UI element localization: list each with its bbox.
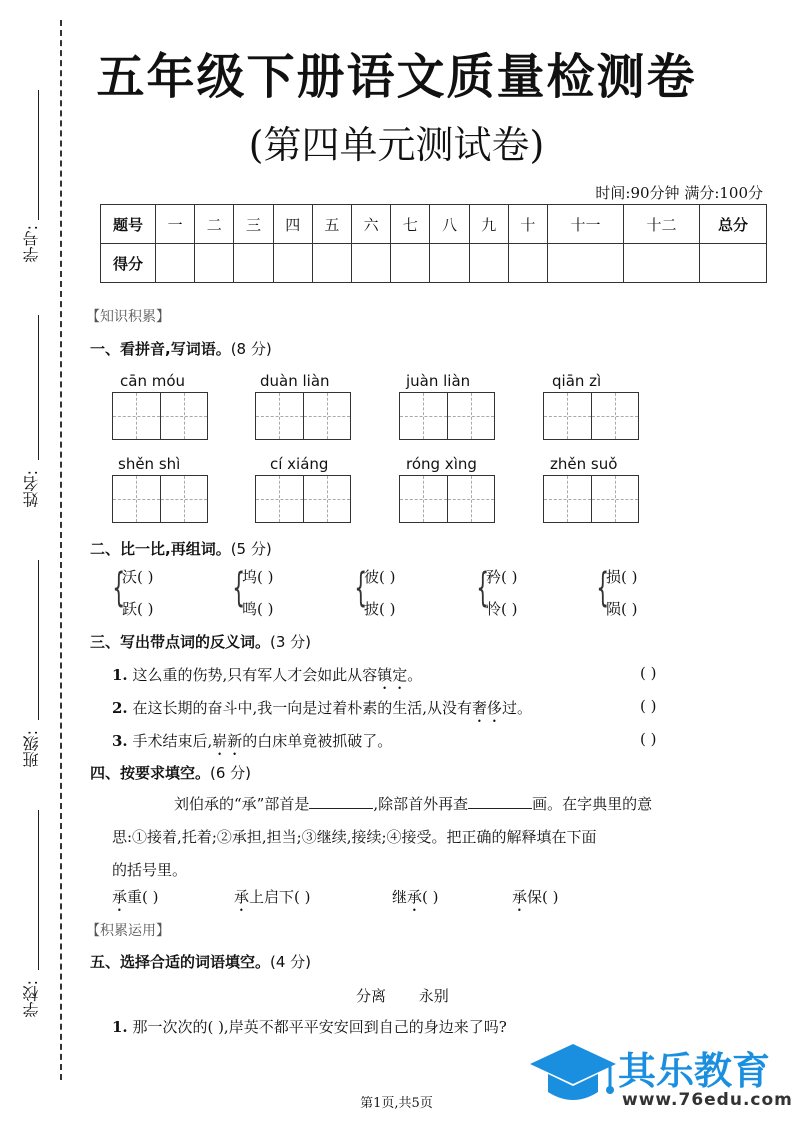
pair-word-a: 沃( ) — [122, 568, 154, 586]
score-cell: 总分 — [700, 205, 767, 244]
dotted-char: 承 — [512, 888, 528, 906]
score-input-cell[interactable] — [469, 244, 508, 283]
name-underline — [38, 315, 39, 460]
fill-blank[interactable] — [309, 794, 373, 809]
word-pre: 继 — [392, 888, 408, 906]
cheng-word-3 — [392, 886, 439, 915]
score-input-cell[interactable] — [700, 244, 767, 283]
pair-word-b: 怜( ) — [486, 600, 518, 618]
score-input-cell[interactable] — [156, 244, 195, 283]
pinyin-label: zhěn suǒ — [550, 455, 618, 473]
score-cell: 六 — [352, 205, 391, 244]
answer-paren[interactable]: ( ) — [640, 697, 657, 715]
question-2-heading — [90, 538, 272, 559]
question-3-item-1 — [112, 664, 422, 693]
score-cell: 四 — [273, 205, 312, 244]
writing-grid[interactable] — [543, 475, 639, 523]
brace-icon: { — [354, 565, 368, 611]
question-1-title: 一、看拼音,写词语。 — [90, 340, 231, 358]
score-table — [100, 204, 767, 283]
writing-grid[interactable] — [399, 475, 495, 523]
item-number: 1. — [112, 1018, 128, 1036]
score-cell: 十一 — [548, 205, 624, 244]
score-input-cell[interactable] — [391, 244, 430, 283]
class-underline — [38, 560, 39, 720]
question-1-heading — [90, 338, 272, 359]
pair-word-a: 坞( ) — [242, 568, 274, 586]
dotted-word: 崭新 — [212, 732, 243, 750]
paragraph-text: ,除部首外再查 — [373, 795, 469, 813]
page-subtitle: (第四单元测试卷) — [248, 123, 545, 167]
brace-icon: { — [232, 565, 246, 611]
dotted-word: 镇定 — [377, 666, 408, 684]
word-rest: 上启下( ) — [249, 888, 311, 906]
score-table-header-row — [101, 205, 767, 244]
fill-blank[interactable] — [468, 794, 532, 809]
score-cell: 题号 — [101, 205, 156, 244]
pair-word-b: 披( ) — [364, 600, 396, 618]
question-3-heading — [90, 631, 311, 652]
word-rest: ( ) — [422, 888, 439, 906]
cheng-word-1 — [112, 886, 159, 915]
pinyin-label: cí xiáng — [270, 455, 329, 473]
score-input-cell[interactable] — [548, 244, 624, 283]
time-info: 时间:90分钟 满分:100分 — [595, 184, 763, 202]
section-tag-knowledge: 【知识积累】 — [86, 309, 170, 325]
student-number-label: 学号: — [22, 225, 41, 263]
item-text: 的白床单竟被抓破了。 — [242, 732, 393, 750]
question-3-item-2 — [112, 697, 532, 726]
paragraph-text: 思:①接着,托着;②承担,担当;③继续,接续;④接受。把正确的解释填在下面 — [112, 828, 597, 846]
score-input-cell[interactable] — [273, 244, 312, 283]
pair-word-b: 跃( ) — [122, 600, 154, 618]
pinyin-label: qiān zì — [552, 372, 602, 390]
word-choices: 分离 永别 — [356, 987, 449, 1005]
brace-icon: { — [476, 565, 490, 611]
school-label: 学校: — [22, 980, 41, 1018]
item-text: 这么重的伤势,只有军人才会如此从容 — [132, 666, 378, 684]
brace-icon: { — [596, 565, 610, 611]
pair-word-b: 陨( ) — [606, 600, 638, 618]
paragraph-text: 的括号里。 — [112, 861, 188, 879]
answer-paren[interactable]: ( ) — [640, 664, 657, 682]
pair-word-a: 矜( ) — [486, 568, 518, 586]
paragraph-text: 刘伯承的“承”部首是 — [174, 795, 310, 813]
question-2-points: (5 分) — [230, 540, 272, 558]
dotted-char: 承 — [234, 888, 250, 906]
question-4-paragraph — [112, 788, 752, 887]
logo-url: www.76edu.com — [622, 1090, 793, 1110]
cheng-word-4 — [512, 886, 559, 915]
school-underline — [38, 810, 39, 970]
score-cell: 十 — [508, 205, 547, 244]
score-input-cell[interactable] — [195, 244, 234, 283]
word-rest: 保( ) — [527, 888, 559, 906]
question-3-title: 三、写出带点词的反义词。 — [90, 633, 271, 651]
pinyin-label: róng xìng — [406, 455, 477, 473]
pair-word-a: 损( ) — [606, 568, 638, 586]
item-text: 手术结束后, — [132, 732, 213, 750]
pair-word-b: 鸣( ) — [242, 600, 274, 618]
item-text: 过。 — [502, 699, 533, 717]
score-cell: 七 — [391, 205, 430, 244]
question-5-heading — [90, 951, 311, 972]
writing-grid[interactable] — [255, 475, 351, 523]
score-input-cell[interactable] — [312, 244, 351, 283]
score-cell: 一 — [156, 205, 195, 244]
writing-grid[interactable] — [112, 475, 208, 523]
cheng-word-2 — [234, 886, 311, 915]
score-cell: 十二 — [623, 205, 699, 244]
question-5-points: (4 分) — [270, 953, 312, 971]
question-2-title: 二、比一比,再组词。 — [90, 540, 231, 558]
class-label: 班级: — [22, 730, 41, 768]
question-4-points: (6 分) — [210, 764, 252, 782]
item-number: 3. — [112, 732, 128, 750]
page-title: 五年级下册语文质量检测卷 — [96, 49, 697, 105]
question-5-item-1 — [112, 1016, 507, 1037]
item-number: 2. — [112, 699, 128, 717]
writing-grid[interactable] — [255, 392, 351, 440]
score-input-cell[interactable] — [352, 244, 391, 283]
score-cell: 二 — [195, 205, 234, 244]
word-rest: 重( ) — [127, 888, 159, 906]
writing-grid[interactable] — [112, 392, 208, 440]
score-cell: 九 — [469, 205, 508, 244]
score-cell: 五 — [312, 205, 351, 244]
score-row-label: 得分 — [101, 244, 156, 283]
item-text: 那一次次的( ),岸英不都平平安安回到自己的身边来了吗? — [132, 1018, 507, 1036]
binding-dashed-line — [60, 20, 62, 1080]
question-4-title: 四、按要求填空。 — [90, 764, 211, 782]
score-input-cell[interactable] — [234, 244, 273, 283]
pinyin-label: shěn shì — [118, 455, 181, 473]
dotted-char: 承 — [407, 888, 423, 906]
logo-name: 其乐教育 — [618, 1049, 771, 1093]
pinyin-label: juàn liàn — [406, 372, 471, 390]
section-tag-application: 【积累运用】 — [86, 923, 170, 939]
question-1-points: (8 分) — [230, 340, 272, 358]
question-3-item-3 — [112, 730, 392, 759]
score-cell: 三 — [234, 205, 273, 244]
dotted-char: 承 — [112, 888, 128, 906]
dotted-word: 奢侈 — [472, 699, 503, 717]
pinyin-label: cān móu — [120, 372, 186, 390]
writing-grid[interactable] — [399, 392, 495, 440]
student-name-label: 姓名: — [22, 470, 41, 508]
question-5-title: 五、选择合适的词语填空。 — [90, 953, 271, 971]
page-footer: 第1页,共5页 — [360, 1096, 433, 1111]
answer-paren[interactable]: ( ) — [640, 730, 657, 748]
score-input-cell[interactable] — [430, 244, 469, 283]
pair-word-a: 彼( ) — [364, 568, 396, 586]
writing-grid[interactable] — [543, 392, 639, 440]
item-text: 。 — [407, 666, 423, 684]
item-number: 1. — [112, 666, 128, 684]
paragraph-text: 画。在字典里的意 — [532, 795, 653, 813]
item-text: 在这长期的奋斗中,我一向是过着朴素的生活,从没有 — [132, 699, 472, 717]
score-table-score-row — [101, 244, 767, 283]
score-input-cell[interactable] — [623, 244, 699, 283]
score-input-cell[interactable] — [508, 244, 547, 283]
question-4-heading — [90, 762, 251, 783]
pinyin-label: duàn liàn — [260, 372, 330, 390]
score-cell: 八 — [430, 205, 469, 244]
question-3-points: (3 分) — [270, 633, 312, 651]
brace-icon: { — [112, 565, 126, 611]
